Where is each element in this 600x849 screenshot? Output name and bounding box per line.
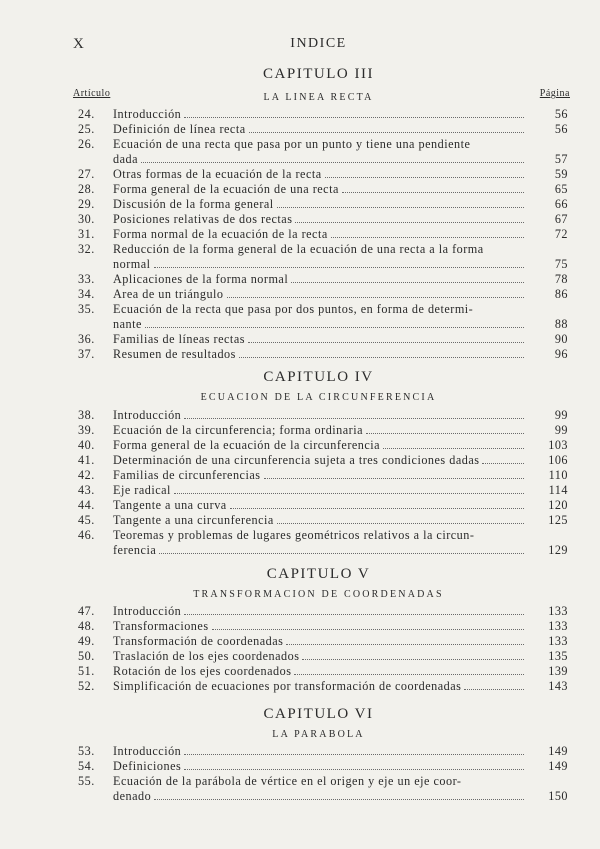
dot-leader — [184, 614, 524, 615]
entry-title: Reducción de la forma general de la ecuación de una recta a la forma — [113, 242, 484, 256]
entry-page-number: 149 — [548, 744, 568, 758]
entry-number: 52. — [78, 679, 95, 693]
entry-number: 27. — [78, 167, 95, 181]
toc-entry — [73, 107, 568, 122]
entry-number: 42. — [78, 468, 95, 482]
entry-page-number: 75 — [554, 257, 568, 271]
entry-page-number: 78 — [554, 272, 568, 286]
toc-entry — [73, 272, 568, 287]
toc-entry — [73, 227, 568, 242]
entry-number: 54. — [78, 759, 95, 773]
entry-title: Ecuación de una recta que pasa por un punto y tiene una pendiente — [113, 137, 471, 151]
entry-page-number: 106 — [548, 453, 568, 467]
entry-title: Ecuación de la recta que pasa por dos puntos, en forma de determi- — [113, 302, 474, 316]
entry-title: Introducción — [113, 107, 182, 121]
toc-entry — [73, 182, 568, 197]
entry-page-number: 86 — [554, 287, 568, 301]
entry-page-number: 133 — [548, 619, 568, 633]
toc-entry — [73, 438, 568, 453]
chapter-title: CAPITULO VI — [263, 706, 374, 722]
toc-entry — [73, 317, 568, 332]
toc-entry — [73, 498, 568, 513]
toc-entry — [73, 468, 568, 483]
dot-leader — [286, 644, 524, 645]
entry-page-number: 133 — [548, 604, 568, 618]
toc-entry — [73, 759, 568, 774]
toc-entry — [73, 619, 568, 634]
toc-entry — [73, 543, 568, 558]
entry-title: Transformación de coordenadas — [113, 634, 284, 648]
dot-leader — [302, 659, 524, 660]
dot-leader — [184, 117, 524, 118]
toc-entry — [73, 257, 568, 272]
page-column-label: Página — [539, 88, 570, 99]
entry-number: 53. — [78, 744, 95, 758]
entry-page-number: 120 — [548, 498, 568, 512]
dot-leader — [295, 222, 524, 223]
toc-entry — [73, 634, 568, 649]
entry-number: 45. — [78, 513, 95, 527]
entry-number: 37. — [78, 347, 95, 361]
dot-leader — [325, 177, 524, 178]
entry-page-number: 103 — [548, 438, 568, 452]
entry-number: 31. — [78, 227, 95, 241]
chapter-title: CAPITULO III — [263, 66, 374, 82]
entry-title: Forma normal de la ecuación de la recta — [113, 227, 328, 241]
entry-page-number: 143 — [548, 679, 568, 693]
page-header — [73, 36, 564, 54]
toc-entry — [73, 649, 568, 664]
toc-entry — [73, 453, 568, 468]
chapter-subtitle: LA LINEA RECTA — [263, 92, 374, 103]
entry-title: Aplicaciones de la forma normal — [113, 272, 289, 286]
dot-leader — [141, 162, 524, 163]
toc-entry — [73, 212, 568, 227]
toc-entry — [73, 744, 568, 759]
entry-number: 35. — [78, 302, 95, 316]
entry-title: Transformaciones — [113, 619, 209, 633]
entry-page-number: 72 — [554, 227, 568, 241]
toc-entry — [73, 789, 568, 804]
entry-page-number: 139 — [548, 664, 568, 678]
entry-number: 43. — [78, 483, 95, 497]
dot-leader — [249, 132, 524, 133]
toc-entry — [73, 122, 568, 137]
toc-entry — [73, 347, 568, 362]
dot-leader — [331, 237, 524, 238]
toc-entry — [73, 302, 568, 317]
entry-title: Introducción — [113, 604, 182, 618]
dot-leader — [482, 463, 524, 464]
entry-page-number: 90 — [554, 332, 568, 346]
entry-page-number: 59 — [554, 167, 568, 181]
entry-number: 49. — [78, 634, 95, 648]
entry-page-number: 88 — [554, 317, 568, 331]
chapter-title: CAPITULO IV — [263, 369, 374, 385]
article-column-label: Artículo — [73, 88, 111, 99]
dot-leader — [291, 282, 524, 283]
entry-title: Area de un triángulo — [113, 287, 224, 301]
entry-page-number: 57 — [554, 152, 568, 166]
entry-page-number: 56 — [554, 107, 568, 121]
chapter-subtitle: TRANSFORMACION DE COORDENADAS — [193, 589, 444, 600]
chapter-subtitle: LA PARABOLA — [272, 729, 365, 740]
entry-number: 38. — [78, 408, 95, 422]
entry-page-number: 149 — [548, 759, 568, 773]
entry-title: Ecuación de la circunferencia; forma ordinaria — [113, 423, 364, 437]
entry-title: Introducción — [113, 744, 182, 758]
entry-title: Familias de circunferencias — [113, 468, 261, 482]
entry-title: dada — [113, 152, 139, 166]
entry-title: Discusión de la forma general — [113, 197, 274, 211]
toc-entry — [73, 604, 568, 619]
chapter-title: CAPITULO V — [266, 566, 371, 582]
dot-leader — [464, 689, 524, 690]
entry-page-number: 67 — [554, 212, 568, 226]
entry-title: nante — [113, 317, 142, 331]
toc-entry — [73, 679, 568, 694]
entry-number: 51. — [78, 664, 95, 678]
entry-number: 50. — [78, 649, 95, 663]
dot-leader — [230, 508, 524, 509]
entry-number: 34. — [78, 287, 95, 301]
entry-number: 40. — [78, 438, 95, 452]
entry-title: Ecuación de la parábola de vértice en el origen y eje un eje coor- — [113, 774, 462, 788]
toc-entry — [73, 152, 568, 167]
entry-title: Familias de líneas rectas — [113, 332, 245, 346]
dot-leader — [154, 799, 524, 800]
entry-page-number: 150 — [548, 789, 568, 803]
dot-leader — [145, 327, 524, 328]
entry-number: 26. — [78, 137, 95, 151]
toc-entry — [73, 664, 568, 679]
entry-number: 32. — [78, 242, 95, 256]
entry-title: Traslación de los ejes coordenados — [113, 649, 300, 663]
toc-entry — [73, 332, 568, 347]
entry-title: Eje radical — [113, 483, 171, 497]
dot-leader — [264, 478, 524, 479]
entry-title: Determinación de una circunferencia sujeta a tres condiciones dadas — [113, 453, 480, 467]
entry-number: 46. — [78, 528, 95, 542]
entry-number: 24. — [78, 107, 95, 121]
toc-entry — [73, 408, 568, 423]
entry-title: Forma general de la ecuación de una recta — [113, 182, 339, 196]
entry-number: 55. — [78, 774, 95, 788]
entry-title: Tangente a una circunferencia — [113, 513, 274, 527]
toc-entry — [73, 137, 568, 152]
entry-title: Resumen de resultados — [113, 347, 236, 361]
entry-page-number: 114 — [548, 483, 568, 497]
entry-page-number: 110 — [548, 468, 568, 482]
entry-number: 36. — [78, 332, 95, 346]
dot-leader — [184, 754, 524, 755]
toc-entry — [73, 287, 568, 302]
entry-number: 47. — [78, 604, 95, 618]
dot-leader — [277, 207, 524, 208]
entry-page-number: 99 — [554, 408, 568, 422]
entry-number: 41. — [78, 453, 95, 467]
page-numeral: X — [73, 36, 85, 52]
entry-number: 44. — [78, 498, 95, 512]
entry-title: Definiciones — [113, 759, 182, 773]
entry-page-number: 96 — [554, 347, 568, 361]
page-title: INDICE — [290, 36, 347, 51]
toc-entry — [73, 513, 568, 528]
dot-leader — [154, 267, 524, 268]
dot-leader — [248, 342, 524, 343]
toc-entry — [73, 483, 568, 498]
entry-title: denado — [113, 789, 152, 803]
entry-page-number: 125 — [548, 513, 568, 527]
dot-leader — [277, 523, 524, 524]
entry-title: Otras formas de la ecuación de la recta — [113, 167, 322, 181]
entry-title: normal — [113, 257, 151, 271]
dot-leader — [184, 418, 524, 419]
toc-entry — [73, 197, 568, 212]
entry-title: ferencia — [113, 543, 157, 557]
dot-leader — [159, 553, 524, 554]
dot-leader — [294, 674, 524, 675]
entry-title: Introducción — [113, 408, 182, 422]
entry-page-number: 66 — [554, 197, 568, 211]
entry-page-number: 129 — [548, 543, 568, 557]
toc-entry — [73, 242, 568, 257]
entry-page-number: 56 — [554, 122, 568, 136]
entry-title: Rotación de los ejes coordenados — [113, 664, 292, 678]
dot-leader — [212, 629, 524, 630]
toc-entry — [73, 167, 568, 182]
entry-number: 33. — [78, 272, 95, 286]
entry-title: Tangente a una curva — [113, 498, 227, 512]
entry-number: 39. — [78, 423, 95, 437]
entry-title: Simplificación de ecuaciones por transformación de coordenadas — [113, 679, 462, 693]
chapter-subtitle: ECUACION DE LA CIRCUNFERENCIA — [200, 392, 437, 403]
toc-entry — [73, 774, 568, 789]
toc-entry — [73, 528, 568, 543]
toc-entry — [73, 423, 568, 438]
entry-number: 30. — [78, 212, 95, 226]
dot-leader — [366, 433, 524, 434]
entry-title: Forma general de la ecuación de la circunferencia — [113, 438, 381, 452]
entry-title: Definición de línea recta — [113, 122, 246, 136]
entry-title: Posiciones relativas de dos rectas — [113, 212, 293, 226]
dot-leader — [184, 769, 524, 770]
entry-title: Teoremas y problemas de lugares geométricos relativos a la circun- — [113, 528, 475, 542]
entry-page-number: 133 — [548, 634, 568, 648]
entry-page-number: 65 — [554, 182, 568, 196]
dot-leader — [174, 493, 524, 494]
entry-number: 29. — [78, 197, 95, 211]
entry-page-number: 99 — [554, 423, 568, 437]
entry-number: 25. — [78, 122, 95, 136]
entry-number: 48. — [78, 619, 95, 633]
entry-page-number: 135 — [548, 649, 568, 663]
dot-leader — [383, 448, 524, 449]
dot-leader — [342, 192, 524, 193]
dot-leader — [227, 297, 524, 298]
dot-leader — [239, 357, 524, 358]
entry-number: 28. — [78, 182, 95, 196]
